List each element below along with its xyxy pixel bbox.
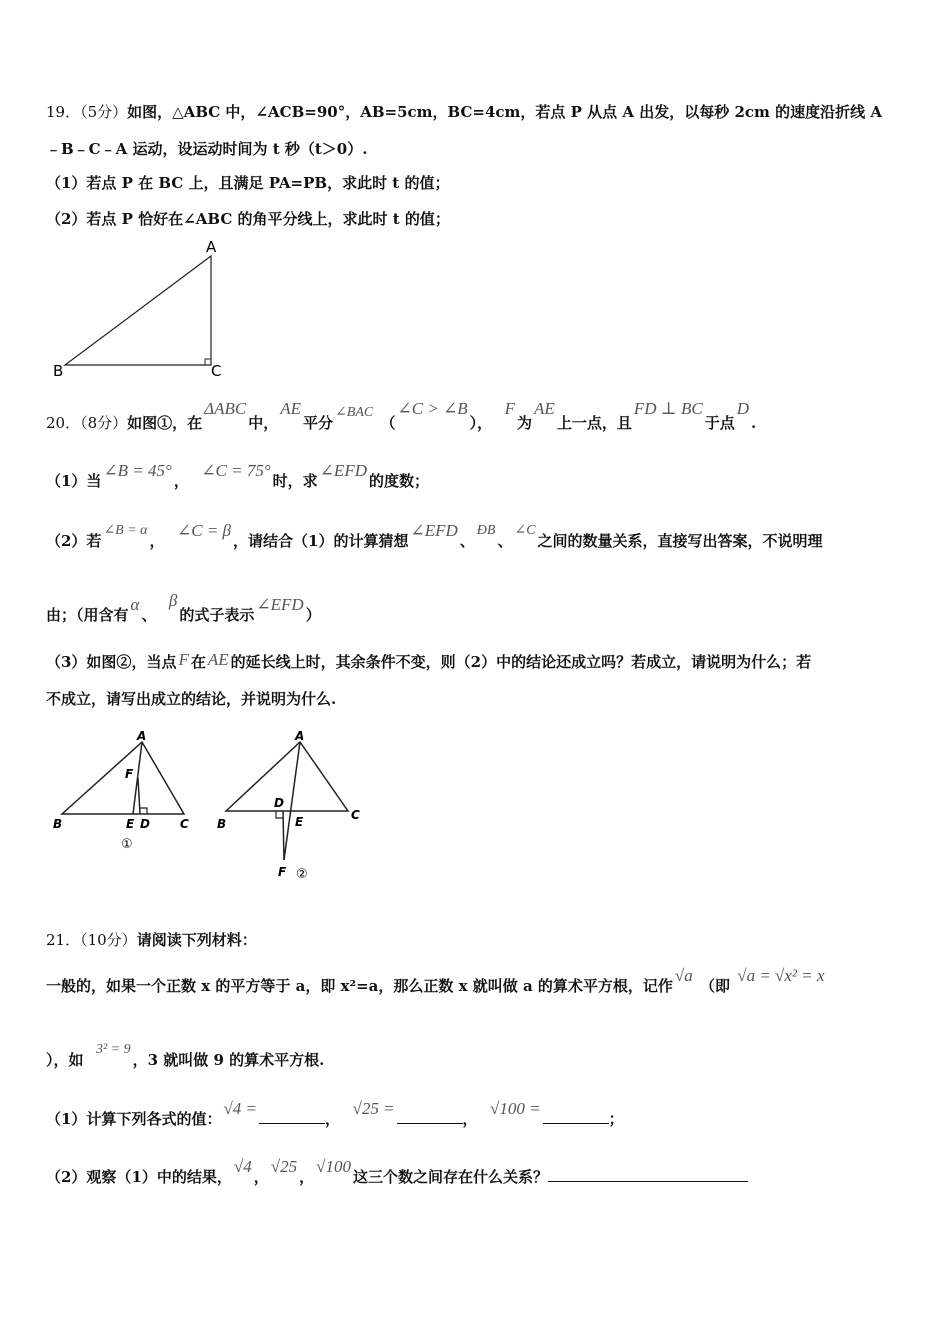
fig1-segment-ae xyxy=(133,742,142,814)
q20-math: F xyxy=(178,650,189,669)
q21-text: （1）计算下列各式的值： xyxy=(46,1110,222,1128)
q20-text: 中， xyxy=(248,414,279,432)
fig2-label-f: F xyxy=(278,865,287,879)
q21-text: ， xyxy=(325,1110,341,1128)
q20-text: 由；（用含有 xyxy=(46,606,129,624)
q20-text: . xyxy=(751,414,757,432)
answer-blank[interactable] xyxy=(397,1109,463,1124)
q20-math: ∠BAC xyxy=(335,405,374,420)
q20-part3-line1 xyxy=(46,652,811,672)
q20-part1 xyxy=(46,461,429,491)
q20-math: ∠C = 75° xyxy=(201,461,271,480)
q20-text: 之间的数量关系，直接写出答案，不说明理 xyxy=(537,532,823,550)
q20-text: ）， xyxy=(469,414,493,432)
q21-part2 xyxy=(46,1157,748,1187)
q21-material-line1 xyxy=(46,966,827,996)
q21-text: ； xyxy=(608,1110,624,1128)
q20-math: α xyxy=(130,595,140,614)
q21-part1 xyxy=(46,1099,624,1129)
q20-text: 上一点，且 xyxy=(556,414,632,432)
q20-math: ∠EFD xyxy=(256,595,304,614)
q20-math: ∠B = α xyxy=(103,523,148,538)
fig2-label-e: E xyxy=(295,815,304,829)
q20-text: 、 xyxy=(497,532,513,550)
fig2-label-d: D xyxy=(274,796,284,810)
fig1-label-e: E xyxy=(126,817,135,831)
q20-text: 的度数； xyxy=(368,472,429,490)
q19-part2: （2）若点 P 恰好在∠ABC 的角平分线上，求此时 t 的值； xyxy=(46,210,450,228)
label-b: B xyxy=(53,362,64,380)
q20-part2-line1 xyxy=(46,521,823,553)
q20-text: 平分 xyxy=(303,414,334,432)
q20-number: 20．（8分） xyxy=(46,414,128,432)
q20-math: ∠C = β xyxy=(176,521,232,540)
fig1-label-a: A xyxy=(137,729,147,743)
fig1-triangle xyxy=(62,742,184,814)
fig2-right-angle-mark xyxy=(276,811,283,818)
q19-part1: （1）若点 P 在 BC 上，且满足 PA=PB，求此时 t 的值； xyxy=(46,174,450,192)
q21-text: 这三个数之间存在什么关系？ xyxy=(352,1168,548,1186)
q20-text: （3）如图②，当点 xyxy=(46,653,177,671)
q21-text: （即 xyxy=(699,977,730,995)
q20-part2-line2 xyxy=(46,591,321,625)
fig2-triangle xyxy=(226,742,348,811)
q20-text: 在 xyxy=(190,653,206,671)
q21-text: ， xyxy=(462,1110,478,1128)
q20-text: （ xyxy=(380,414,396,432)
q19-triangle-figure xyxy=(45,232,245,382)
q20-text: 的式子表示 xyxy=(179,606,255,624)
q20-part3-line2: 不成立，请写出成立的结论，并说明为什么. xyxy=(46,690,337,708)
q20-text: ） xyxy=(305,606,321,624)
q21-math: √a xyxy=(674,966,693,985)
q19-line1 xyxy=(46,102,882,122)
q20-text: 于点 xyxy=(704,414,735,432)
q21-text: ），如 xyxy=(46,1051,84,1069)
q20-math: ÐB xyxy=(476,523,496,538)
q21-text: （2）观察（1）中的结果， xyxy=(46,1168,232,1186)
answer-blank[interactable] xyxy=(548,1167,748,1182)
answer-blank[interactable] xyxy=(543,1109,609,1124)
fig1-label-c: C xyxy=(180,817,189,831)
fig1-caption: ① xyxy=(121,837,133,852)
q20-math: ΔABC xyxy=(204,399,247,418)
q20-math: ∠C xyxy=(514,523,536,538)
q20-math: AE xyxy=(207,650,229,669)
q20-text: 的延长线上时，其余条件不变，则（2）中的结论还成立吗？若成立，请说明为什么；若 xyxy=(230,653,812,671)
q21-text: ，3 就叫做 9 的算术平方根. xyxy=(132,1051,325,1069)
q21-text: 一般的，如果一个正数 x 的平方等于 a，即 x²=a，那么正数 x 就叫做 a 的算术平方根，记作 xyxy=(46,977,673,995)
fig1-segment-fd xyxy=(138,778,140,814)
q20-math: β xyxy=(168,591,178,610)
q20-math: ∠EFD xyxy=(410,521,458,540)
q19-stem-line2: ﹣B﹣C﹣A 运动，设运动时间为 t 秒（t＞0）. xyxy=(46,140,368,158)
fig2-caption: ② xyxy=(296,867,308,882)
q20-text: ，请结合（1）的计算猜想 xyxy=(233,532,409,550)
q21-math: 3² = 9 xyxy=(95,1042,131,1057)
q21-math: √25 = xyxy=(352,1099,395,1118)
q20-text: 、 xyxy=(459,532,475,550)
q21-math: √4 xyxy=(233,1157,252,1176)
q20-text: （2）若 xyxy=(46,532,102,550)
q20-math: ∠B = 45° xyxy=(103,461,172,480)
fig1-label-d: D xyxy=(140,817,150,831)
q20-math: AE xyxy=(280,399,302,418)
q21-title: 请阅读下列材料： xyxy=(136,931,257,949)
q20-text: ， xyxy=(149,532,165,550)
q20-text: 为 xyxy=(517,414,533,432)
fig1-label-b: B xyxy=(53,817,63,831)
q19-number: 19．（5分） xyxy=(46,103,128,121)
label-a: A xyxy=(206,238,217,256)
fig2-segment-af xyxy=(284,742,300,860)
q20-math: FD ⊥ BC xyxy=(633,399,703,418)
fig1-right-angle-mark xyxy=(140,808,147,814)
q20-text: ， xyxy=(173,472,189,490)
q19-stem-line1: 如图，△ABC 中，∠ACB=90°，AB=5cm，BC=4cm，若点 P 从点 A 出发，以每秒 2cm 的速度沿折线 A xyxy=(127,103,882,121)
answer-blank[interactable] xyxy=(259,1109,325,1124)
q21-material-line2 xyxy=(46,1042,325,1072)
q21-math: √a = √x² = x xyxy=(737,966,825,985)
q20-text: （1）当 xyxy=(46,472,102,490)
q20-math: F xyxy=(504,399,516,418)
q21-text: ， xyxy=(299,1168,315,1186)
q21-math: √25 xyxy=(270,1157,298,1176)
label-c: C xyxy=(211,362,222,380)
q20-figure-2 xyxy=(212,728,382,888)
fig2-segment-fd xyxy=(283,811,284,860)
q21-math: √100 = xyxy=(490,1099,541,1118)
fig1-label-f: F xyxy=(125,767,134,781)
q21-number: 21．（10分） xyxy=(46,931,137,949)
q20-text: 、 xyxy=(141,606,157,624)
q20-figure-1 xyxy=(50,728,210,858)
q21-text: ， xyxy=(253,1168,269,1186)
q20-math: AE xyxy=(534,399,555,418)
q20-text: 时，求 xyxy=(272,472,318,490)
q21-heading xyxy=(46,930,257,950)
q21-math: √4 = xyxy=(223,1099,258,1118)
q20-stem xyxy=(46,399,757,435)
q20-math: D xyxy=(736,399,750,418)
q20-math: ∠EFD xyxy=(319,461,367,480)
fig2-label-a: A xyxy=(295,729,305,743)
fig2-label-b: B xyxy=(217,817,227,831)
triangle-abc xyxy=(65,256,211,365)
q20-text: 如图①，在 xyxy=(127,414,203,432)
q21-math: √100 xyxy=(316,1157,351,1176)
fig2-label-c: C xyxy=(351,808,360,822)
q20-math: ∠C > ∠B xyxy=(397,399,468,418)
